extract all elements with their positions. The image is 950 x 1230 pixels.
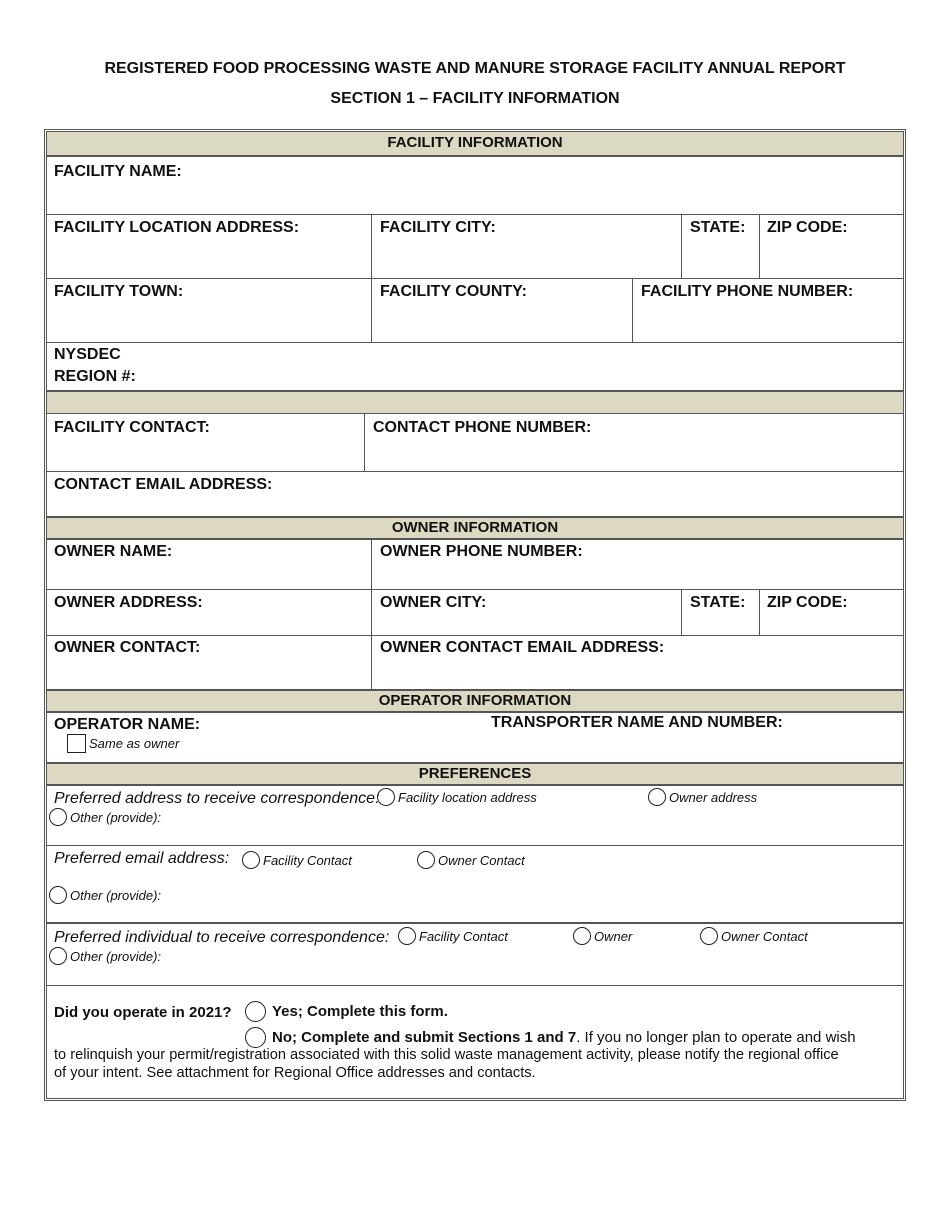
radio-operate-no[interactable]: [245, 1027, 266, 1048]
facility-zip-cell[interactable]: [759, 215, 903, 278]
owner-city-cell[interactable]: [371, 590, 681, 635]
owner-state-label: STATE:: [690, 594, 746, 611]
pref-individual-label: Preferred individual to receive correspondence:: [54, 929, 390, 946]
owner-name-row: [46, 539, 904, 590]
document-title: REGISTERED FOOD PROCESSING WASTE AND MANURE STORAGE FACILITY ANNUAL REPORT: [104, 60, 846, 77]
same-as-owner-option[interactable]: [67, 734, 179, 753]
pref-ind-owner-contact-label: Owner Contact: [721, 928, 808, 944]
operate-yes-option[interactable]: [245, 1001, 448, 1022]
facility-phone-label: FACILITY PHONE NUMBER:: [641, 283, 854, 300]
pref-email-other-label: Other (provide):: [70, 887, 162, 903]
facility-phone-cell[interactable]: [632, 279, 903, 342]
operate-no-text-2: to relinquish your permit/registration associated with this solid waste management activity, please notify the regional office: [54, 1047, 839, 1063]
owner-state-cell[interactable]: [681, 590, 759, 635]
pref-address-facility-label: Facility location address: [398, 789, 537, 805]
facility-city-cell[interactable]: [371, 215, 681, 278]
pref-email-other-option[interactable]: [49, 886, 161, 904]
owner-contact-email-cell[interactable]: [371, 636, 903, 689]
radio-email-owner-contact[interactable]: [417, 851, 435, 869]
shaded-divider: [46, 391, 904, 414]
facility-address-cell[interactable]: [47, 215, 371, 278]
operate-no-text-3: of your intent. See attachment for Regional Office addresses and contacts.: [54, 1065, 536, 1081]
owner-contact-cell[interactable]: [47, 636, 371, 689]
transporter-label: TRANSPORTER NAME AND NUMBER:: [491, 714, 783, 731]
owner-zip-cell[interactable]: [759, 590, 903, 635]
pref-ind-owner-option[interactable]: [573, 927, 632, 945]
contact-phone-label: CONTACT PHONE NUMBER:: [373, 419, 592, 436]
radio-facility-location[interactable]: [377, 788, 395, 806]
facility-info-header: FACILITY INFORMATION: [46, 131, 904, 156]
operate-no-option[interactable]: [245, 1027, 856, 1048]
radio-ind-owner[interactable]: [573, 927, 591, 945]
facility-name-label: FACILITY NAME:: [54, 163, 182, 180]
radio-email-facility-contact[interactable]: [242, 851, 260, 869]
facility-town-label: FACILITY TOWN:: [54, 283, 184, 300]
owner-name-label: OWNER NAME:: [54, 543, 173, 560]
pref-address-owner-option[interactable]: [648, 788, 757, 806]
radio-ind-owner-contact[interactable]: [700, 927, 718, 945]
operate-no-label: No; Complete and submit Sections 1 and 7: [272, 1029, 577, 1046]
operator-info-header: OPERATOR INFORMATION: [46, 690, 904, 712]
pref-ind-owner-label: Owner: [594, 928, 633, 944]
owner-zip-label: ZIP CODE:: [767, 594, 848, 611]
operate-row: [46, 985, 904, 1099]
pref-address-row: [46, 785, 904, 846]
facility-zip-label: ZIP CODE:: [767, 219, 848, 236]
owner-phone-label: OWNER PHONE NUMBER:: [380, 543, 583, 560]
owner-address-cell[interactable]: [47, 590, 371, 635]
pref-email-facility-label: Facility Contact: [263, 852, 352, 868]
owner-address-label: OWNER ADDRESS:: [54, 594, 203, 611]
operate-no-text-1: . If you no longer plan to operate and wish: [576, 1029, 856, 1046]
radio-owner-address[interactable]: [648, 788, 666, 806]
radio-email-other[interactable]: [49, 886, 67, 904]
region-row[interactable]: [46, 342, 904, 391]
facility-town-row: [46, 278, 904, 343]
pref-address-other-label: Other (provide):: [70, 809, 162, 825]
region-label-line1: NYSDEC: [54, 346, 121, 363]
same-as-owner-label: Same as owner: [89, 736, 180, 751]
radio-ind-facility-contact[interactable]: [398, 927, 416, 945]
owner-contact-email-label: OWNER CONTACT EMAIL ADDRESS:: [380, 639, 665, 656]
facility-name-row[interactable]: [46, 156, 904, 215]
pref-email-owner-label: Owner Contact: [438, 852, 525, 868]
facility-contact-cell[interactable]: [47, 414, 364, 471]
pref-address-label: Preferred address to receive correspondence:: [54, 790, 380, 807]
same-as-owner-checkbox[interactable]: [67, 734, 86, 753]
pref-address-other-option[interactable]: [49, 808, 161, 826]
radio-ind-other[interactable]: [49, 947, 67, 965]
pref-address-owner-label: Owner address: [669, 789, 758, 805]
pref-ind-owner-contact-option[interactable]: [700, 927, 808, 945]
operator-row: [46, 712, 904, 763]
facility-address-label: FACILITY LOCATION ADDRESS:: [54, 219, 300, 236]
facility-state-label: STATE:: [690, 219, 746, 236]
owner-contact-row: [46, 635, 904, 690]
contact-phone-cell[interactable]: [364, 414, 903, 471]
radio-operate-yes[interactable]: [245, 1001, 266, 1022]
pref-ind-other-option[interactable]: [49, 947, 161, 965]
facility-county-label: FACILITY COUNTY:: [380, 283, 527, 300]
region-label-line2: REGION #:: [54, 368, 136, 385]
contact-email-label: CONTACT EMAIL ADDRESS:: [54, 476, 273, 493]
owner-address-row: [46, 589, 904, 636]
contact-email-row[interactable]: [46, 471, 904, 517]
owner-city-label: OWNER CITY:: [380, 594, 487, 611]
preferences-header: PREFERENCES: [46, 763, 904, 785]
owner-phone-cell[interactable]: [371, 540, 903, 589]
owner-name-cell[interactable]: [47, 540, 371, 589]
pref-email-label: Preferred email address:: [54, 850, 230, 867]
pref-email-owner-option[interactable]: [417, 851, 525, 869]
facility-contact-label: FACILITY CONTACT:: [54, 419, 210, 436]
pref-email-row: [46, 845, 904, 923]
owner-contact-label: OWNER CONTACT:: [54, 639, 201, 656]
facility-town-cell[interactable]: [47, 279, 371, 342]
section-title: SECTION 1 – FACILITY INFORMATION: [330, 90, 620, 107]
facility-location-row: [46, 214, 904, 279]
facility-contact-row: [46, 413, 904, 472]
radio-address-other[interactable]: [49, 808, 67, 826]
pref-ind-facility-label: Facility Contact: [419, 928, 508, 944]
pref-address-facility-option[interactable]: [377, 788, 537, 806]
pref-ind-facility-option[interactable]: [398, 927, 508, 945]
owner-info-header: OWNER INFORMATION: [46, 517, 904, 539]
pref-individual-row: [46, 923, 904, 986]
facility-state-cell[interactable]: [681, 215, 759, 278]
facility-city-label: FACILITY CITY:: [380, 219, 496, 236]
pref-email-facility-option[interactable]: [242, 851, 352, 869]
pref-ind-other-label: Other (provide):: [70, 948, 162, 964]
operator-name-label: OPERATOR NAME:: [54, 716, 201, 733]
operate-yes-label: Yes; Complete this form.: [272, 1003, 448, 1020]
facility-county-cell[interactable]: [371, 279, 632, 342]
operate-question: Did you operate in 2021?: [54, 1004, 232, 1021]
